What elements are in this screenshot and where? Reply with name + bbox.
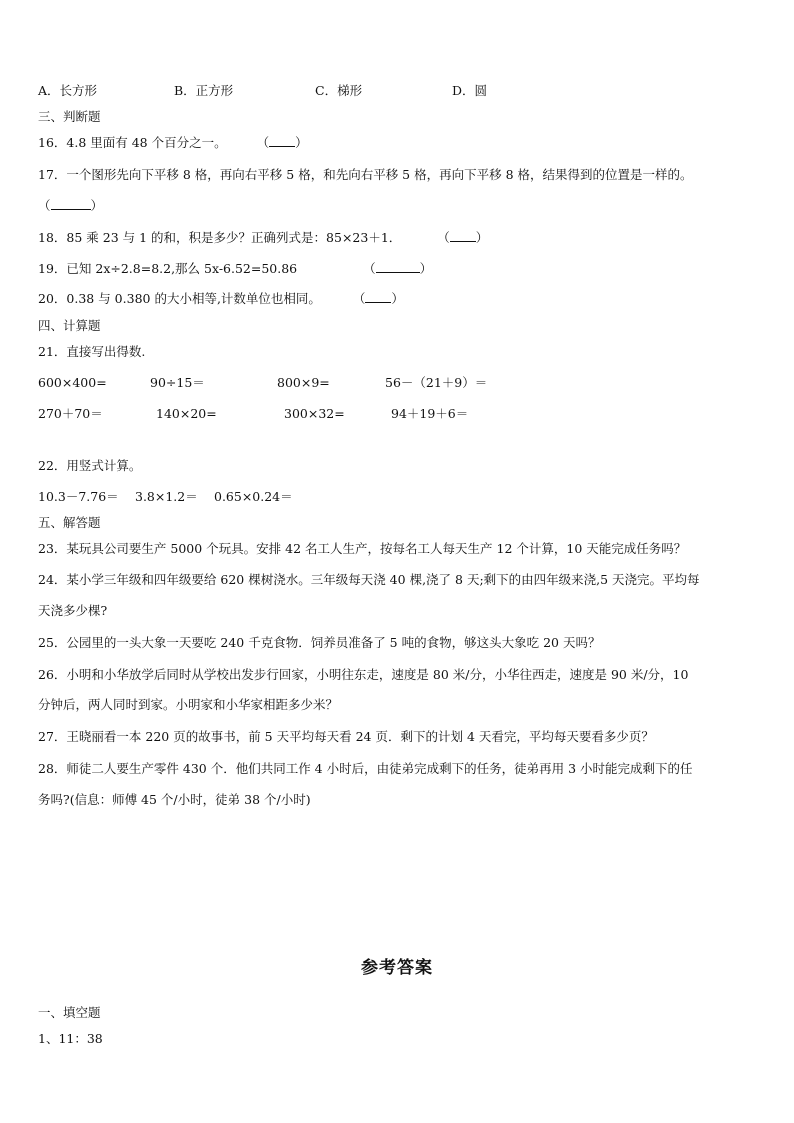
- calc-item: 140×20=: [156, 406, 217, 421]
- question-28-line1: 28．师徒二人要生产零件 430 个．他们共同工作 4 小时后，由徒弟完成剩下的任务，徒弟再用 3 小时能完成剩下的任: [38, 761, 693, 776]
- question-19-paren-open: （: [363, 261, 376, 276]
- question-20-answer-blank[interactable]: [365, 291, 391, 303]
- question-16-answer-blank[interactable]: [269, 135, 295, 147]
- calc-item: 800×9=: [277, 375, 330, 390]
- question-27: 27．王晓丽看一本 220 页的故事书，前 5 天平均每天看 24 页．剩下的计划 4 天看完，平均每天要看多少页？: [38, 729, 654, 744]
- calc-item: 270＋70＝: [38, 406, 103, 421]
- question-16-paren-open: （: [256, 135, 270, 150]
- question-16: [38, 135, 308, 151]
- calc-item: 56－（21＋9）＝: [385, 375, 488, 390]
- vertical-calc-item: 0.65×0.24＝: [214, 489, 293, 504]
- answer-1: 1、11：38: [38, 1031, 103, 1046]
- calc-item: 300×32=: [284, 406, 345, 421]
- question-19-paren-close: ）: [419, 261, 433, 276]
- question-21-title: 21．直接写出得数.: [38, 344, 146, 359]
- question-20-text: 20．0.38 与 0.380 的大小相等,计数单位也相同。: [38, 291, 321, 306]
- option-a: A．长方形: [38, 83, 98, 98]
- section-title-calculation: 四、计算题: [38, 318, 101, 333]
- section-title-word-problems: 五、解答题: [38, 515, 101, 530]
- question-17-paren-open: （: [38, 198, 51, 213]
- option-b: B．正方形: [174, 83, 234, 98]
- section-title-judgement: 三、判断题: [38, 109, 101, 124]
- question-24-line2: 天浇多少棵?: [38, 603, 108, 618]
- question-18-text: 18．85 乘 23 与 1 的和，积是多少？正确列式是：85×23＋1．: [38, 230, 402, 245]
- question-20-paren-open: （: [352, 291, 366, 306]
- calc-item: 94＋19＋6＝: [391, 406, 469, 421]
- question-28-line2: 务吗?(信息：师傅 45 个/小时，徒弟 38 个/小时): [38, 792, 311, 807]
- question-22-title: 22．用竖式计算。: [38, 458, 142, 473]
- question-17-answer-blank[interactable]: [51, 198, 91, 210]
- question-20: [38, 291, 404, 307]
- answer-section-fill-blank: 一、填空题: [38, 1005, 101, 1020]
- option-d: D．圆: [452, 83, 488, 98]
- vertical-calc-item: 10.3－7.76＝: [38, 489, 119, 504]
- question-17-paren-close: ）: [90, 198, 104, 213]
- calc-item: 90÷15＝: [150, 375, 205, 390]
- question-18-paren-close: ）: [475, 230, 489, 245]
- question-20-paren-close: ）: [391, 291, 404, 306]
- answer-key-title: 参考答案: [361, 958, 433, 978]
- question-17-blank-line: [38, 198, 103, 214]
- question-24-line1: 24．某小学三年级和四年级要给 620 棵树浇水。三年级每天浇 40 棵,浇了 8 天;剩下的由四年级来浇,5 天浇完。平均每: [38, 572, 700, 587]
- question-18-answer-blank[interactable]: [450, 230, 476, 242]
- question-23: 23．某玩具公司要生产 5000 个玩具。安排 42 名工人生产，按每名工人每天生产 12 个计算，10 天能完成任务吗？: [38, 541, 687, 556]
- vertical-calc-item: 3.8×1.2＝: [135, 489, 198, 504]
- question-18: [38, 230, 488, 246]
- question-25: 25．公园里的一头大象一天要吃 240 千克食物．饲养员准备了 5 吨的食物，够这头大象吃 20 天吗？: [38, 635, 601, 650]
- question-26-line1: 26．小明和小华放学后同时从学校出发步行回家，小明往东走，速度是 80 米/分，小华往西走，速度是 90 米/分，10: [38, 667, 689, 682]
- question-19-answer-blank[interactable]: [376, 261, 420, 273]
- question-26-line2: 分钟后，两人同时到家。小明家和小华家相距多少米？: [38, 697, 339, 712]
- question-19-text: 19．已知 2x÷2.8=8.2,那么 5x-6.52=50.86: [38, 261, 298, 276]
- question-16-text: 16．4.8 里面有 48 个百分之一。: [38, 135, 227, 150]
- question-18-paren-open: （: [437, 230, 450, 245]
- calc-item: 600×400=: [38, 375, 107, 390]
- option-c: C．梯形: [315, 83, 363, 98]
- question-19: [38, 261, 432, 277]
- question-16-paren-close: ）: [295, 135, 308, 150]
- question-17-line1: 17．一个图形先向下平移 8 格，再向右平移 5 格，和先向右平移 5 格，再向下平移 8 格，结果得到的位置是一样的。: [38, 167, 693, 182]
